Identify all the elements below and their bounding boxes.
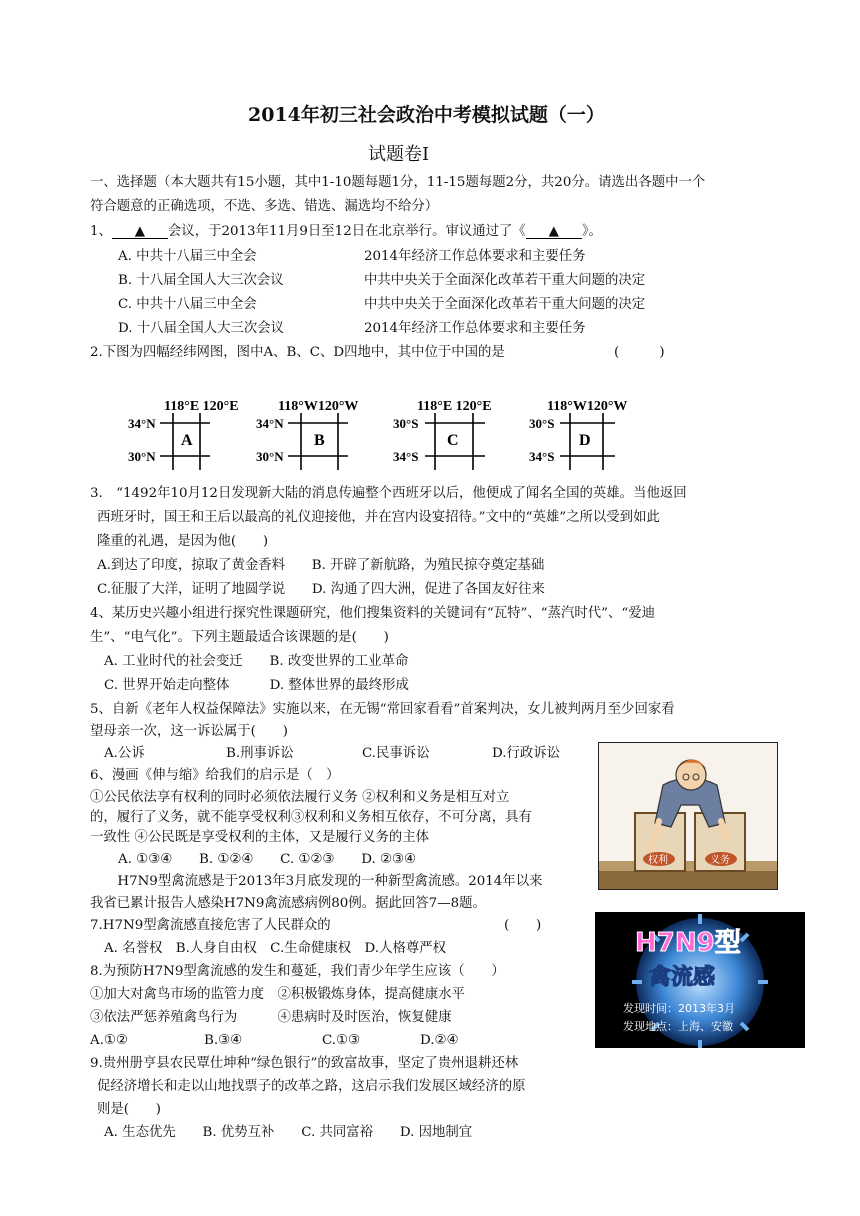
grid-c-lat-top: 30°S xyxy=(393,416,419,431)
answer-blank xyxy=(526,223,582,239)
grid-d-lat-bot: 34°S xyxy=(529,449,555,464)
answer-blank xyxy=(112,223,168,239)
question-7-stem: 7.H7N9型禽流感直接危害了人民群众的 xyxy=(90,918,331,933)
cartoon-stretch-and-shrink xyxy=(598,742,778,890)
question-9-line-2: 促经济增长和走以山地找票子的改革之路，这启示我们发展区域经济的原 xyxy=(97,1079,526,1094)
question-6-line-1: 6、漫画《伸与缩》给我们的启示是（ ） xyxy=(90,768,340,783)
q1-option-d: D. 十八届全国人大三次会议 xyxy=(118,321,285,336)
q1-option-b-doc: 中共中央关于全面深化改革若干重大问题的决定 xyxy=(364,273,646,288)
question-8-line-3: ③依法严惩养殖禽鸟行为 ④患病时及时医治，恢复健康 xyxy=(90,1010,452,1025)
question-3-options-2: C.征服了大洋，证明了地圆学说 D. 沟通了四大洲，促进了各国友好往来 xyxy=(97,582,545,597)
question-text: 会议，于2013年11月9日至12日在北京举行。审议通过了《 xyxy=(167,224,526,239)
q5-option-d: D.行政诉讼 xyxy=(492,746,561,761)
q1-option-a: A. 中共十八届三中全会 xyxy=(118,249,257,264)
h7n9-intro-line-2: 我省已累计报告人感染H7N9禽流感病例80例。据此回答7—8题。 xyxy=(90,896,486,911)
question-number: 1、 xyxy=(90,224,112,239)
question-7-options: A. 名誉权 B.人身自由权 C.生命健康权 D.人格尊严权 xyxy=(104,941,447,956)
page-title: 2014年初三社会政治中考模拟试题（一） xyxy=(248,104,605,126)
grid-d-lat-top: 30°S xyxy=(529,416,555,431)
instructions-line-2: 符合题意的正确选项，不选、多选、错选、漏选均不给分） xyxy=(90,199,439,214)
question-4-line-1: 4、某历史兴趣小组进行探究性课题研究，他们搜集资料的关键词有“瓦特”、“蒸汽时代”、“爱迪 xyxy=(90,606,655,621)
q8-option-a: A.①② xyxy=(90,1033,128,1048)
grid-a-letter: A xyxy=(181,432,193,449)
grid-b-lat-top: 34°N xyxy=(256,416,284,431)
question-text-end: 》。 xyxy=(581,224,602,239)
q8-option-c: C.①③ xyxy=(322,1033,361,1048)
poster-discovery-time: 发现时间：2013年3月 xyxy=(623,1002,735,1015)
question-6-line-3: 的，履行了义务，就不能享受权利③权利和义务相互依存，不可分离，具有 xyxy=(90,810,532,825)
question-8-line-2: ①加大对禽鸟市场的监管力度 ②积极锻炼身体，提高健康水平 xyxy=(90,987,465,1002)
question-2-stem: 2.下图为四幅经纬网图，图中A、B、C、D四地中，其中位于中国的是 xyxy=(90,345,505,360)
question-5-line-2: 望母亲一次，这一诉讼属于( ) xyxy=(90,724,288,739)
question-1-stem xyxy=(90,223,602,241)
q5-option-b: B.刑事诉讼 xyxy=(226,746,294,761)
blank-mark: ▲ xyxy=(134,224,146,239)
cartoon-drawing xyxy=(599,743,777,889)
poster-title: H7N9型 xyxy=(635,928,741,958)
question-3-options-1: A.到达了印度，掠取了黄金香料 B. 开辟了新航路，为殖民掠夺奠定基础 xyxy=(97,558,545,573)
q1-option-d-doc: 2014年经济工作总体要求和主要任务 xyxy=(364,321,586,336)
q8-option-b: B.③④ xyxy=(204,1033,243,1048)
q5-option-a: A.公诉 xyxy=(104,746,145,761)
question-2-paren: ( ) xyxy=(614,345,665,360)
question-8-line-1: 8.为预防H7N9型禽流感的发生和蔓延，我们青少年学生应该（ ） xyxy=(90,964,505,979)
h7n9-intro-line-1: H7N9型禽流感是于2013年3月底发现的一种新型禽流感。2014年以来 xyxy=(104,874,543,889)
q5-option-c: C.民事诉讼 xyxy=(362,746,430,761)
poster-discovery-place: 发现地点：上海、安徽 xyxy=(623,1020,733,1033)
question-6-options: A. ①③④ B. ①②④ C. ①②③ D. ②③④ xyxy=(118,852,416,867)
question-3-line-3: 隆重的礼遇，是因为他( ) xyxy=(97,534,269,549)
question-9-line-1: 9.贵州册亨县农民覃仕坤种“绿色银行”的致富故事，坚定了贵州退耕还林 xyxy=(90,1056,519,1071)
question-9-line-3: 则是( ) xyxy=(97,1102,162,1117)
grid-a xyxy=(128,399,239,470)
question-4-options-2: C. 世界开始走向整体 D. 整体世界的最终形成 xyxy=(104,678,409,693)
grid-c-top-label: 118°E 120°E xyxy=(417,399,492,414)
poster-subtitle: 禽流感 xyxy=(649,965,716,990)
grid-d-top-label: 118°W120°W xyxy=(547,399,628,414)
grid-d-letter: D xyxy=(579,432,591,449)
question-5-line-1: 5、自新《老年人权益保障法》实施以来，在无锡“常回家看看”首案判决，女儿被判两月至少回家看 xyxy=(90,702,675,717)
question-6-line-4: 一致性 ④公民既是享受权利的主体，又是履行义务的主体 xyxy=(90,830,430,845)
grid-b-letter: B xyxy=(314,432,325,449)
instructions-line-1: 一、选择题（本大题共有15小题，其中1-10题每题1分，11-15题每题2分，共20分。请选出各题中一个 xyxy=(90,175,706,190)
q8-option-d: D.②④ xyxy=(420,1033,459,1048)
h7n9-poster xyxy=(595,912,805,1048)
grid-b xyxy=(256,399,358,470)
q1-option-a-doc: 2014年经济工作总体要求和主要任务 xyxy=(364,249,586,264)
grid-b-top-label: 118°W120°W xyxy=(278,399,359,414)
blank-mark: ▲ xyxy=(548,224,559,239)
question-4-line-2: 生”、“电气化”。下列主题最适合该课题的是( ) xyxy=(90,630,389,645)
question-6-line-2: ①公民依法享有权利的同时必须依法履行义务 ②权利和义务是相互对立 xyxy=(90,790,510,805)
question-3-line-2: 西班牙时，国王和王后以最高的礼仪迎接他，并在宫内设宴招待。”文中的“英雄”之所以受到如此 xyxy=(97,510,660,525)
cartoon-box-right-label: 义务 xyxy=(710,855,730,866)
question-9-options: A. 生态优先 B. 优势互补 C. 共同富裕 D. 因地制宜 xyxy=(104,1125,473,1140)
grid-a-lat-bot: 30°N xyxy=(128,449,156,464)
grid-a-lat-top: 34°N xyxy=(128,416,156,431)
grid-d xyxy=(529,399,627,470)
grid-c xyxy=(393,399,492,470)
grid-b-lat-bot: 30°N xyxy=(256,449,284,464)
question-3-line-1: 3. “1492年10月12日发现新大陆的消息传遍整个西班牙以后，他便成了闻名全国的英雄。当他返回 xyxy=(90,486,687,501)
grid-c-lat-bot: 34°S xyxy=(393,449,419,464)
paper-subtitle: 试题卷Ⅰ xyxy=(368,144,430,165)
q1-option-c: C. 中共十八届三中全会 xyxy=(118,297,257,312)
q1-option-c-doc: 中共中央关于全面深化改革若干重大问题的决定 xyxy=(364,297,646,312)
cartoon-box-left-label: 权利 xyxy=(648,855,668,866)
question-7-paren: ( ) xyxy=(504,918,542,933)
question-4-options-1: A. 工业时代的社会变迁 B. 改变世界的工业革命 xyxy=(104,654,409,669)
lat-lon-grids-figure xyxy=(120,388,640,478)
grid-c-letter: C xyxy=(447,432,459,449)
q1-option-b: B. 十八届全国人大三次会议 xyxy=(118,273,284,288)
grid-a-top-label: 118°E 120°E xyxy=(164,399,239,414)
